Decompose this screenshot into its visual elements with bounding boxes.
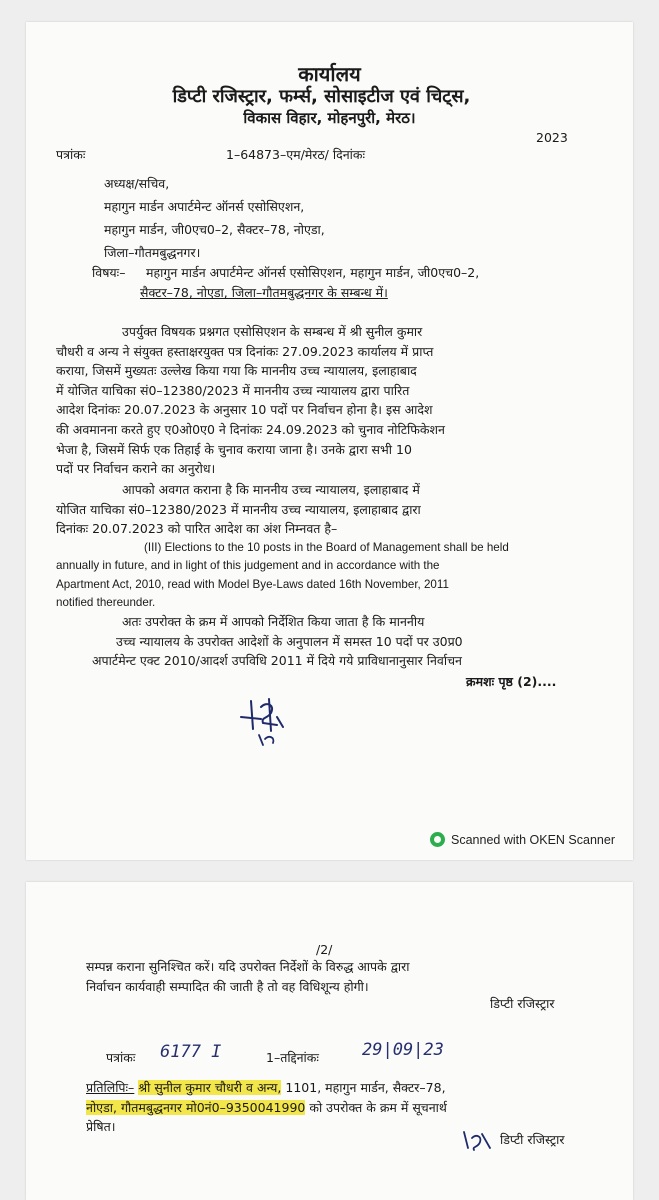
text-line: आदेश दिनांकः 20.07.2023 के अनुसार 10 पदों पर निर्वाचन होना है। इस आदेश (56, 402, 433, 418)
text-line: भेजा है, जिसमें सिर्फ एक तिहाई के चुनाव कराया जाना है। उनके द्वारा सभी 10 (56, 441, 412, 457)
text-line: की अवमानना करते हुए ए0ओ0ए0 ने दिनांकः 24.09.2023 को चुनाव नोटिफिकेशन (56, 421, 445, 437)
page-marker: /2/ (316, 942, 333, 957)
copy-line: प्रेषित। (86, 1119, 116, 1135)
document-page-2 (26, 882, 633, 1200)
quote-line: notified thereunder. (56, 596, 156, 610)
addressee-line: महागुन मार्डन अपार्टमेन्ट ऑनर्स एसोसिएशन, (104, 199, 305, 214)
body-paragraph-2 (56, 480, 421, 539)
handwritten-signature (231, 687, 301, 747)
copy-line (86, 1078, 447, 1098)
text-line: दिनांकः 20.07.2023 को पारित आदेश का अंश निम्नवत है– (56, 521, 338, 537)
text-line: कराया, जिसमें मुख्यतः उल्लेख किया गया कि माननीय उच्च न्यायालय, इलाहाबाद (56, 363, 417, 379)
text-line: निर्वाचन कार्यवाही सम्पादित की जाती है तो वह विधिशून्य होगी। (86, 978, 369, 994)
copy-recipient-name: श्री सुनील कुमार चौधरी व अन्य, (138, 1080, 282, 1095)
addressee-block (104, 172, 325, 264)
document-page-1 (26, 22, 633, 860)
subject-block (140, 263, 480, 303)
subject-line: महागुन मार्डन अपार्टमेन्ट ऑनर्स एसोसिएशन, महागुन मार्डन, जी0एच0–2, (146, 265, 480, 280)
body-paragraph-1 (56, 322, 445, 479)
scanner-logo-icon (430, 832, 445, 847)
office-name: डिप्टी रजिस्ट्रार, फर्म्स, सोसाइटीज एवं चिट्स, (172, 86, 471, 107)
copy-purpose: को उपरोक्त के क्रम में सूचनार्थ (309, 1099, 447, 1115)
body-paragraph-3 (56, 612, 463, 671)
ref-label: पत्रांकः (106, 1050, 136, 1065)
copy-label: प्रतिलिपिः– (86, 1080, 135, 1095)
addressee-line: अध्यक्ष/सचिव, (104, 176, 170, 191)
signature-footer: डिप्टी रजिस्ट्रार (500, 1132, 565, 1147)
text-line: आपको अवगत कराना है कि माननीय उच्च न्यायालय, इलाहाबाद में (122, 482, 420, 497)
text-line: उपर्युक्त विषयक प्रश्नगत एसोसिएशन के सम्बन्ध में श्री सुनील कुमार (122, 324, 423, 339)
text-line: योजित याचिका सं0–12380/2023 में माननीय उच्च न्यायालय, इलाहाबाद द्वारा (56, 501, 421, 517)
copy-to-block (86, 1078, 447, 1137)
copy-line (86, 1098, 447, 1118)
text-line: अपार्टमेन्ट एक्ट 2010/आदर्श उपविधि 2011 में दिये गये प्राविधानानुसार निर्वाचन (92, 653, 462, 669)
handwritten-initials (460, 1128, 500, 1152)
continued-note: क्रमशः पृष्ठ (2).... (466, 674, 557, 689)
page2-body (86, 957, 410, 996)
ref-year: 2023 (536, 130, 568, 145)
copy-recipient-phone: नोएडा, गौतमबुद्धनगर मो0नं0–9350041990 (86, 1099, 306, 1115)
copy-recipient-address: 1101, महागुन मार्डन, सैक्टर–78, (285, 1080, 446, 1095)
text-line: चौधरी व अन्य ने संयुक्त हस्ताक्षरयुक्त पत्र दिनांकः 27.09.2023 कार्यालय में प्राप्त (56, 343, 434, 359)
office-address: विकास विहार, मोहनपुरी, मेरठ। (243, 109, 416, 127)
addressee-line: जिला–गौतमबुद्धनगर। (104, 245, 201, 260)
court-order-quote (56, 539, 509, 613)
quote-line: (III) Elections to the 10 posts in the Board of Management shall be held (144, 541, 509, 554)
subject-label: विषयः– (92, 265, 126, 280)
text-line: उच्च न्यायालय के उपरोक्त आदेशों के अनुपालन में समस्त 10 पदों पर उ0प्र0 (116, 633, 463, 649)
ref-date-handwritten: 29|09|23 (362, 1040, 444, 1060)
signature-title: डिप्टी रजिस्ट्रार (490, 996, 555, 1011)
text-line: पदों पर निर्वाचन कराने का अनुरोध। (56, 461, 216, 477)
text-line: में योजित याचिका सं0–12380/2023 में माननीय उच्च न्यायालय द्वारा पारित (56, 382, 410, 398)
text-line: सम्पन्न कराना सुनिश्चित करें। यदि उपरोक्त निर्देशों के विरुद्ध आपके द्वारा (86, 959, 410, 974)
scanner-watermark (430, 832, 615, 847)
quote-line: annually in future, and in light of this judgement and in accordance with the (56, 559, 440, 573)
addressee-line: महागुन मार्डन, जी0एच0–2, सैक्टर–78, नोएडा, (104, 222, 325, 237)
ref-label: पत्रांकः (56, 147, 86, 162)
office-heading: कार्यालय (298, 62, 361, 86)
subject-line: सैक्टर–78, नोएडा, जिला–गौतमबुद्धनगर के सम्बन्ध में। (140, 285, 388, 300)
quote-line: Apartment Act, 2010, read with Model Bye-Laws dated 16th November, 2011 (56, 577, 449, 591)
text-line: अतः उपरोक्त के क्रम में आपको निर्देशित किया जाता है कि माननीय (122, 614, 425, 629)
ref-date-label: 1–तद्दिनांकः (266, 1050, 319, 1065)
scanner-label: Scanned with OKEN Scanner (451, 833, 615, 847)
ref-handwritten: 6177 I (160, 1042, 222, 1062)
ref-number: 1–64873–एम/मेरठ/ दिनांकः (226, 147, 366, 162)
